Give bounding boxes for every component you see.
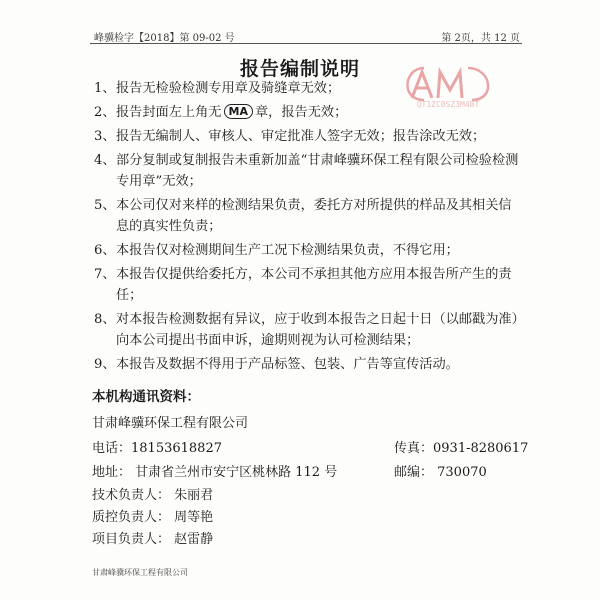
item-text: 本报告仅提供给委托方，本公司不承担其他方应用本报告所产生的责任； xyxy=(116,267,512,303)
list-item xyxy=(94,309,524,351)
fax-number: 传真：0931-8280617 xyxy=(394,441,529,456)
notes-list xyxy=(94,78,524,378)
item-text: 部分复制或复制报告未重新加盖“甘肃峰骥环保工程有限公司检验检测专用章”无效； xyxy=(116,153,519,189)
list-item xyxy=(94,126,524,147)
item-text: 报告无检验检测专用章及骑缝章无效； xyxy=(116,81,341,96)
item-text: 对本报告检测数据有异议，应于收到本报告之日起十日（以邮戳为准）向本公司提出书面申诉，逾期则视为认可检测结果； xyxy=(116,312,519,348)
item-number: 9、 xyxy=(94,357,116,372)
list-item xyxy=(94,264,524,306)
page-title: 报告编制说明 xyxy=(239,58,360,80)
quality-lead: 质控负责人： 周等艳 xyxy=(92,510,214,525)
address: 地址： 甘肃省兰州市安宁区桃林路 112 号 xyxy=(92,465,338,480)
report-number: 峰骥检字【2018】第 09-02 号 xyxy=(94,33,235,44)
list-item xyxy=(94,150,524,192)
technical-lead: 技术负责人： 朱丽君 xyxy=(92,488,214,503)
contact-section-title: 本机构通讯资料： xyxy=(92,389,200,405)
item-text: 报告无编制人、审核人、审定批准人签字无效；报告涂改无效； xyxy=(116,129,486,144)
phone-number: 电话：18153618827 xyxy=(92,441,222,456)
list-item xyxy=(94,78,524,99)
page-footer: 甘肃峰骥环保工程有限公司 xyxy=(92,568,188,577)
header-divider xyxy=(90,43,522,44)
project-lead: 项目负责人： 赵雷静 xyxy=(92,532,214,547)
postcode: 邮编： 730070 xyxy=(394,465,487,480)
list-item xyxy=(94,240,524,261)
list-item xyxy=(94,195,524,237)
item-number: 5、 xyxy=(94,198,116,213)
item-text: 本报告仅对检测期间生产工况下检测结果负责，不得它用； xyxy=(116,243,459,258)
item-number: 1、 xyxy=(94,81,116,96)
list-item xyxy=(94,354,524,375)
list-item xyxy=(94,102,524,123)
item-text: 本报告及数据不得用于产品标签、包装、广告等宣传活动。 xyxy=(116,357,459,372)
item-number: 8、 xyxy=(94,312,116,327)
ma-mark-icon: MA xyxy=(224,104,253,119)
item-number: 2、 xyxy=(94,105,116,120)
item-number: 4、 xyxy=(94,153,116,168)
company-name: 甘肃峰骥环保工程有限公司 xyxy=(92,416,249,431)
item-text: 章，报告无效； xyxy=(254,105,348,120)
page-indicator: 第 2页，共 12 页 xyxy=(441,33,520,44)
item-number: 3、 xyxy=(94,129,116,144)
stamp-code: QT1ZC0SZ3M4BT xyxy=(416,100,480,109)
item-number: 7、 xyxy=(94,267,116,282)
item-text: 报告封面左上角无 xyxy=(116,105,222,120)
item-number: 6、 xyxy=(94,243,116,258)
item-text: 本公司仅对来样的检测结果负责，委托方对所提供的样品及其相关信息的真实性负责； xyxy=(116,198,512,234)
